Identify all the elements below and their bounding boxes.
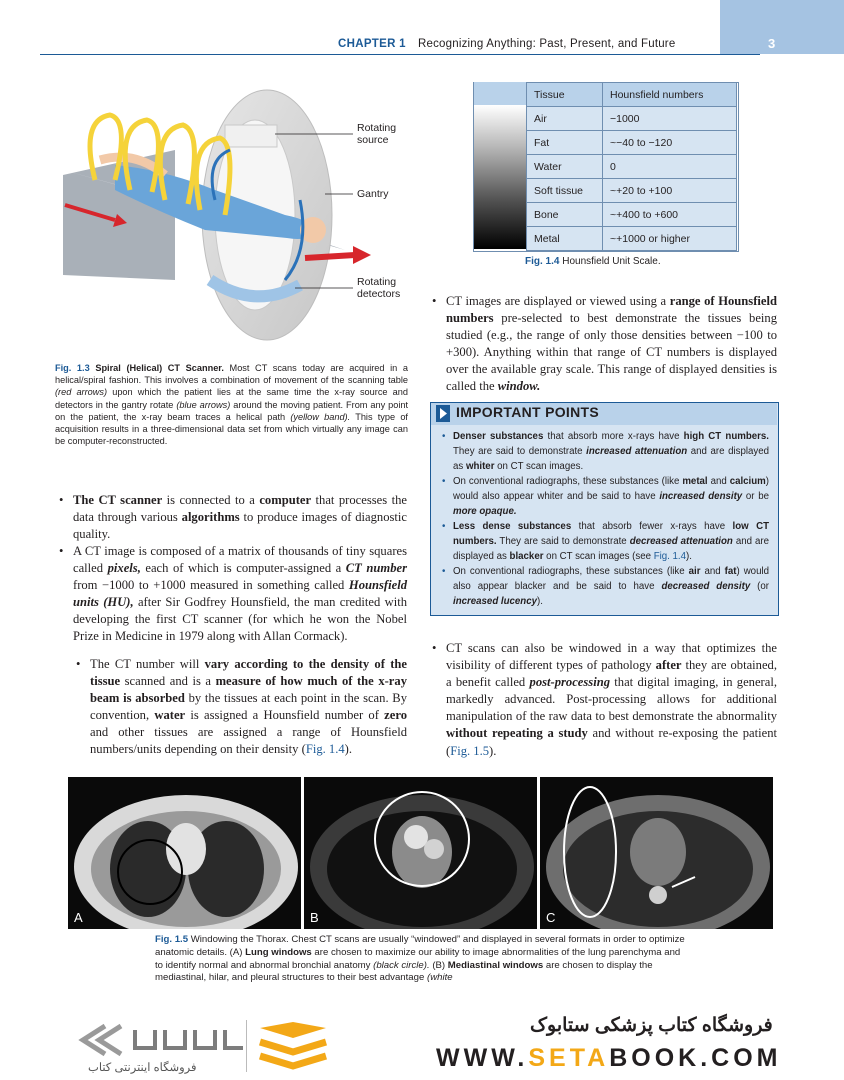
table-row bbox=[527, 107, 737, 131]
important-point-item: • On conventional radiographs, these substances (like metal and calcium) would also appear whiter and be said to have increased density or be more opaque. bbox=[453, 475, 769, 519]
subbullet-ct-number: • The CT number will vary according to the density of the tissue scanned and is a measure of how much of the x-ray beam is absorbed by the tissues at each point in the scan. By convention, water is assigned a Hounsfield number of zero and other tissues are assigned a range of Hounsfield numbers/units depending on their density (Fig. 1.4). bbox=[90, 656, 407, 759]
callout-rotating-source: Rotating source bbox=[357, 122, 397, 146]
table-header-row bbox=[527, 83, 737, 107]
fig14-link[interactable]: Fig. 1.4 bbox=[653, 550, 686, 562]
grayscale-gradient-bar bbox=[474, 105, 526, 249]
important-point-item: • Denser substances that absorb more x-rays have high CT numbers. They are said to demonstrate increased attenuation and are displayed as whiter on CT scan images. bbox=[453, 430, 769, 474]
important-point-item: • On conventional radiographs, these substances (like air and fat) would also appear blacker and be said to have decreased density (or increased lucency). bbox=[453, 565, 769, 609]
store-name: فروشگاه کتاب پزشکی ستابوک bbox=[530, 1015, 773, 1036]
book-stack-icon bbox=[256, 1020, 330, 1076]
store-url[interactable]: WWW.SETABOOK.COM bbox=[436, 1044, 782, 1072]
ct-panel-b bbox=[304, 777, 537, 929]
bullet-ct-scanner: • The CT scanner is connected to a computer that processes the data through various algorithms to produce images of diagnostic quality. bbox=[73, 492, 407, 543]
table-cell: ~+400 to +600 bbox=[603, 203, 737, 227]
table-row bbox=[527, 155, 737, 179]
important-points-title: IMPORTANT POINTS bbox=[456, 404, 599, 420]
setabook-logo bbox=[75, 1020, 255, 1060]
page-number: 3 bbox=[768, 36, 776, 51]
panel-label: C bbox=[546, 910, 556, 925]
x-ray-source bbox=[225, 125, 277, 147]
chevron-right-icon bbox=[436, 405, 450, 422]
important-point-item: • Less dense substances that absorb fewer x-rays have low CT numbers. They are said to demonstrate decreased attenuation and are displayed as blacker on CT scan images (see Fig. 1.4). bbox=[453, 520, 769, 564]
table-cell: Air bbox=[527, 107, 603, 131]
callout-rotating-detectors: Rotating detectors bbox=[357, 276, 401, 300]
bullet-window: • CT images are displayed or viewed using a range of Hounsfield numbers pre-selected to best demonstrate the tissues being studied (e.g., the range of only those densities between −100 to +300). Anything within that range of CT numbers is displayed over the available gray scale. This range of displayed densities is called the window. bbox=[446, 293, 777, 396]
table-row bbox=[527, 131, 737, 155]
table-row bbox=[527, 179, 737, 203]
table-header-cell: Hounsfield numbers bbox=[603, 83, 737, 107]
panel-label: A bbox=[74, 910, 83, 925]
bullet-post-processing: • CT scans can also be windowed in a way that optimizes the visibility of different types of pathology after they are obtained, a benefit called post-processing that digital imaging, in general, markedly advanced. Post-processing allows for additional manipulation of the raw data to best demonstrate the abnormality without repeating a study and without re-exposing the patient (Fig. 1.5). bbox=[446, 640, 777, 760]
bullet-ct-image: • A CT image is composed of a matrix of thousands of tiny squares called pixels, each of which is computer-assigned a CT number from −1000 to +1000 measured in something called Hounsfield units (HU), after Sir Godfrey Hounsfield, the man credited with developing the first CT scanner (for which he won the Nobel Prize in Medicine in 1979 along with Allan Cormack). bbox=[73, 543, 407, 646]
chapter-title: Recognizing Anything: Past, Present, and Future bbox=[418, 38, 676, 50]
fig14-link[interactable]: Fig. 1.4 bbox=[305, 742, 345, 757]
ct-panel-c bbox=[540, 777, 773, 929]
table-row bbox=[527, 203, 737, 227]
table-cell: Bone bbox=[527, 203, 603, 227]
chapter-label: CHAPTER 1 bbox=[338, 38, 406, 50]
fig15-link[interactable]: Fig. 1.5 bbox=[450, 743, 490, 758]
table-cell: Fat bbox=[527, 131, 603, 155]
fig14-caption: Fig. 1.4 Hounsfield Unit Scale. bbox=[525, 256, 661, 267]
table-cell: ~+1000 or higher bbox=[603, 227, 737, 251]
header-rule bbox=[40, 54, 760, 55]
ct-panel-a bbox=[68, 777, 301, 929]
table-arrow-right bbox=[305, 255, 355, 258]
callout-gantry: Gantry bbox=[357, 188, 389, 200]
logo-subtitle: فروشگاه اینترنتی کتاب bbox=[88, 1062, 197, 1074]
fig13-caption: Fig. 1.3 Spiral (Helical) CT Scanner. Most CT scans today are acquired in a helical/spiral fashion. This involves a combination of movement of the scanning table (red arrows) upon which the patient lies at the same time the x-ray source and detectors in the gantry rotate (blue arrows) around the moving patient. From any point on the patient, the x-ray beam traces a helical path (yellow band). This type of acquisition results in a three-dimensional data set from which virtually any image can be computer-reconstructed. bbox=[55, 363, 409, 447]
table-cell: 0 bbox=[603, 155, 737, 179]
page-number-tab bbox=[720, 0, 844, 54]
logo-divider bbox=[246, 1020, 247, 1072]
table-cell: Metal bbox=[527, 227, 603, 251]
table-cell: ~+20 to +100 bbox=[603, 179, 737, 203]
fig15-caption: Fig. 1.5 Windowing the Thorax. Chest CT scans are usually “windowed” and displayed in several formats in order to optimize anatomic details. (A) Lung windows are chosen to maximize our ability to image abnormalities of the lung parenchyma and to identify normal and abnormal bronchial anatomy (black circle). (B) Mediastinal windows are chosen to display the mediastinal, hilar, and pleural structures to their best advantage (white bbox=[155, 934, 685, 984]
table-cell: Water bbox=[527, 155, 603, 179]
table-header-spacer bbox=[474, 82, 526, 106]
panel-label: B bbox=[310, 910, 319, 925]
table-header-cell: Tissue bbox=[527, 83, 603, 107]
hounsfield-table bbox=[526, 82, 737, 251]
table-cell: Soft tissue bbox=[527, 179, 603, 203]
table-cell: −1000 bbox=[603, 107, 737, 131]
table-cell: ~−40 to −120 bbox=[603, 131, 737, 155]
table-row bbox=[527, 227, 737, 251]
